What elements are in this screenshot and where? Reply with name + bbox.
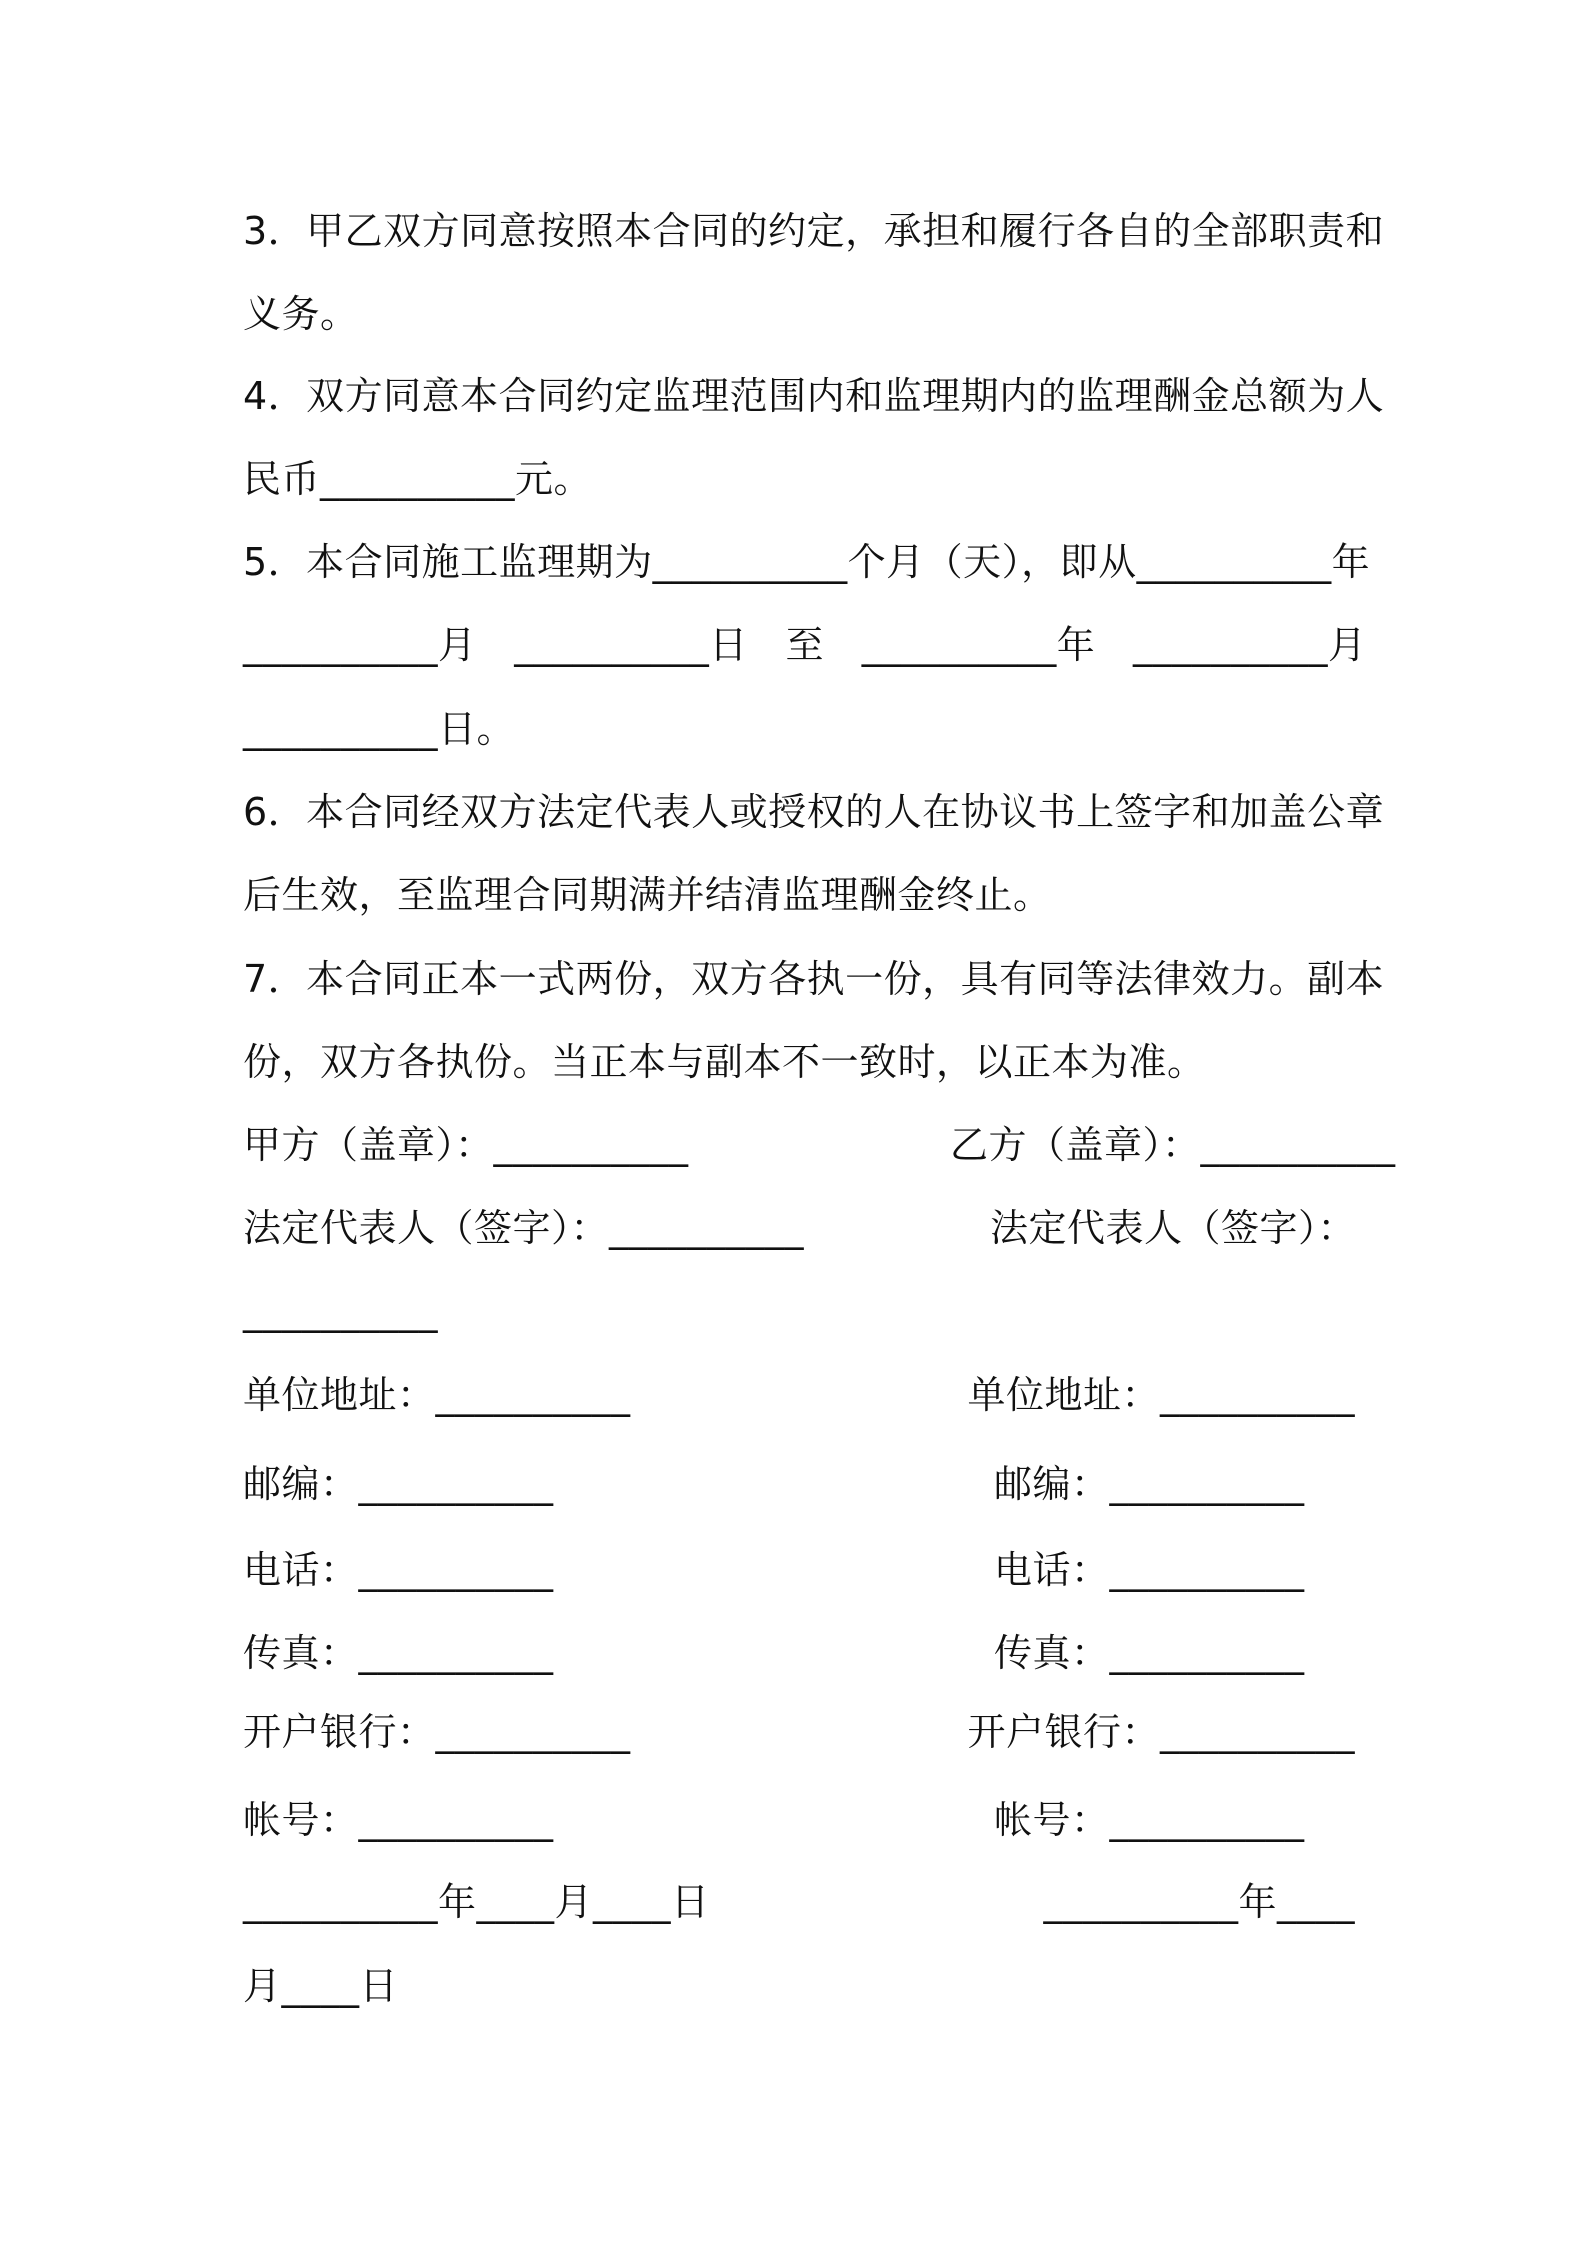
party-b-bank: 开户银行：__________ bbox=[967, 1710, 1355, 1754]
party-b-fax: 传真：__________ bbox=[994, 1631, 1305, 1675]
clause-5-line-2: __________月 __________日 至 __________年 __________月 bbox=[243, 623, 1367, 667]
party-a-postcode: 邮编：__________ bbox=[243, 1462, 554, 1506]
party-a-rep: 法定代表人（签字）：__________ bbox=[243, 1206, 805, 1250]
party-b-postcode: 邮编：__________ bbox=[994, 1462, 1305, 1506]
party-b-seal: 乙方（盖章）：__________ bbox=[950, 1123, 1396, 1167]
clause-6-line-1: 6．本合同经双方法定代表人或授权的人在协议书上签字和加盖公章 bbox=[243, 790, 1385, 834]
clause-3-line-2: 义务。 bbox=[243, 292, 359, 336]
party-b-rep-label: 法定代表人（签字）： bbox=[990, 1206, 1357, 1250]
party-b-address: 单位地址：__________ bbox=[967, 1373, 1355, 1417]
party-a-seal: 甲方（盖章）：__________ bbox=[243, 1123, 689, 1167]
clause-4-line-2: 民币__________元。 bbox=[243, 457, 593, 501]
clause-7-line-2: 份，双方各执份。当正本与副本不一致时，以正本为准。 bbox=[243, 1040, 1206, 1084]
clause-4-line-1: 4．双方同意本合同约定监理范围内和监理期内的监理酬金总额为人 bbox=[243, 374, 1385, 418]
party-b-date-cont: 月____日 bbox=[243, 1964, 399, 2008]
clause-3-line-1: 3．甲乙双方同意按照本合同的约定，承担和履行各自的全部职责和 bbox=[243, 209, 1385, 253]
party-b-account: 帐号：__________ bbox=[994, 1798, 1305, 1842]
party-a-account: 帐号：__________ bbox=[243, 1798, 554, 1842]
party-a-fax: 传真：__________ bbox=[243, 1631, 554, 1675]
party-a-date: __________年____月____日 bbox=[243, 1880, 710, 1924]
party-a-bank: 开户银行：__________ bbox=[243, 1710, 631, 1754]
party-a-address: 单位地址：__________ bbox=[243, 1373, 631, 1417]
party-a-phone: 电话：__________ bbox=[243, 1548, 554, 1592]
party-b-phone: 电话：__________ bbox=[994, 1548, 1305, 1592]
clause-5-line-1: 5．本合同施工监理期为__________个月（天），即从__________年 bbox=[243, 540, 1371, 584]
party-b-date: __________年____ bbox=[1043, 1880, 1355, 1924]
clause-6-line-2: 后生效，至监理合同期满并结清监理酬金终止。 bbox=[243, 873, 1052, 917]
clause-5-line-3: __________日。 bbox=[243, 707, 516, 751]
party-b-rep-blank: __________ bbox=[243, 1289, 438, 1333]
clause-7-line-1: 7．本合同正本一式两份，双方各执一份，具有同等法律效力。副本 bbox=[243, 957, 1385, 1001]
